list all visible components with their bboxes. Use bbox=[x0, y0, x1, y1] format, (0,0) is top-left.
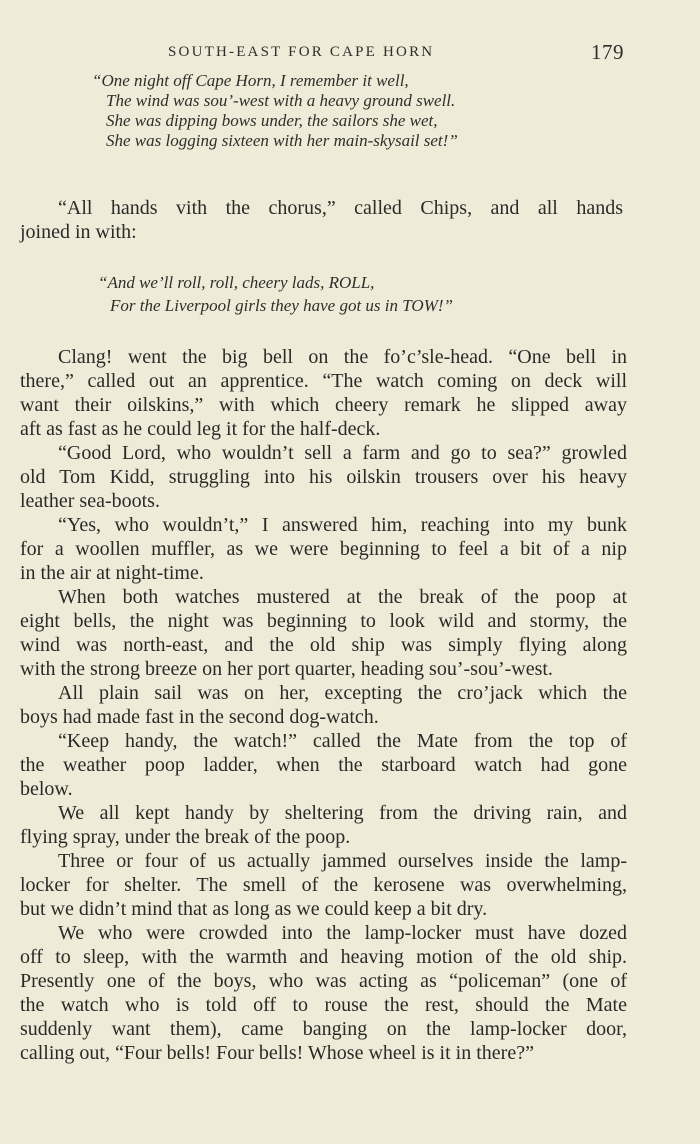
text-line: old Tom Kidd, struggling into his oilskin trousers over his heavy bbox=[20, 466, 627, 488]
verse-stanza-1 bbox=[92, 71, 458, 151]
text-line: in the air at night-time. bbox=[20, 562, 204, 584]
text-line: locker for shelter. The smell of the kerosene was overwhelming, bbox=[20, 874, 627, 896]
text-line: wind was north-east, and the old ship was simply flying along bbox=[20, 634, 627, 656]
text-line: want their oilskins,” with which cheery remark he slipped away bbox=[20, 394, 627, 416]
text-line: All plain sail was on her, excepting the cro’jack which the bbox=[58, 682, 627, 704]
body-text bbox=[20, 345, 627, 1065]
verse-stanza-2 bbox=[98, 271, 453, 317]
verse-line: She was dipping bows under, the sailors she wet, bbox=[106, 111, 438, 130]
text-line: there,” called out an apprentice. “The watch coming on deck will bbox=[20, 370, 627, 392]
text-line: joined in with: bbox=[20, 221, 137, 243]
text-line: below. bbox=[20, 778, 73, 800]
paragraph-chorus bbox=[20, 196, 623, 244]
text-line: Clang! went the big bell on the fo’c’sle-head. “One bell in bbox=[58, 346, 627, 368]
text-line: Presently one of the boys, who was acting as “policeman” (one of bbox=[20, 970, 627, 992]
text-line: for a woollen muffler, as we were beginning to feel a bit of a nip bbox=[20, 538, 627, 560]
text-line: We who were crowded into the lamp-locker must have dozed bbox=[58, 922, 627, 944]
running-head: SOUTH-EAST FOR CAPE HORN bbox=[168, 44, 435, 60]
verse-line: “And we’ll roll, roll, cheery lads, ROLL, bbox=[98, 273, 375, 292]
text-line: with the strong breeze on her port quarter, heading sou’-sou’-west. bbox=[20, 658, 553, 680]
text-line: flying spray, under the break of the poop. bbox=[20, 826, 351, 848]
page-number: 179 bbox=[591, 40, 624, 64]
text-line: the weather poop ladder, when the starboard watch had gone bbox=[20, 754, 627, 776]
text-line: off to sleep, with the warmth and heaving motion of the old ship. bbox=[20, 946, 627, 968]
page-header bbox=[0, 42, 700, 66]
text-line: “All hands vith the chorus,” called Chips, and all hands bbox=[58, 197, 623, 219]
text-line: boys had made fast in the second dog-watch. bbox=[20, 706, 379, 728]
text-line: When both watches mustered at the break of the poop at bbox=[58, 586, 627, 608]
text-line: Three or four of us actually jammed ourselves inside the lamp- bbox=[58, 850, 627, 872]
text-line: “Yes, who wouldn’t,” I answered him, reaching into my bunk bbox=[58, 514, 627, 536]
verse-line: For the Liverpool girls they have got us in TOW!” bbox=[110, 296, 453, 315]
text-line: We all kept handy by sheltering from the driving rain, and bbox=[58, 802, 627, 824]
verse-line: The wind was sou’-west with a heavy ground swell. bbox=[106, 91, 456, 110]
text-line: but we didn’t mind that as long as we could keep a bit dry. bbox=[20, 898, 488, 920]
verse-line: She was logging sixteen with her main-skysail set!” bbox=[106, 131, 458, 150]
text-line: “Good Lord, who wouldn’t sell a farm and go to sea?” growled bbox=[58, 442, 627, 464]
text-line: the watch who is told off to rouse the rest, should the Mate bbox=[20, 994, 627, 1016]
text-line: aft as fast as he could leg it for the half-deck. bbox=[20, 418, 381, 440]
text-line: eight bells, the night was beginning to look wild and stormy, the bbox=[20, 610, 627, 632]
text-line: calling out, “Four bells! Four bells! Whose wheel is it in there?” bbox=[20, 1042, 534, 1064]
text-line: “Keep handy, the watch!” called the Mate from the top of bbox=[58, 730, 627, 752]
text-line: leather sea-boots. bbox=[20, 490, 160, 512]
verse-line: “One night off Cape Horn, I remember it well, bbox=[92, 71, 409, 90]
text-line: suddenly want them), came banging on the lamp-locker door, bbox=[20, 1018, 627, 1040]
